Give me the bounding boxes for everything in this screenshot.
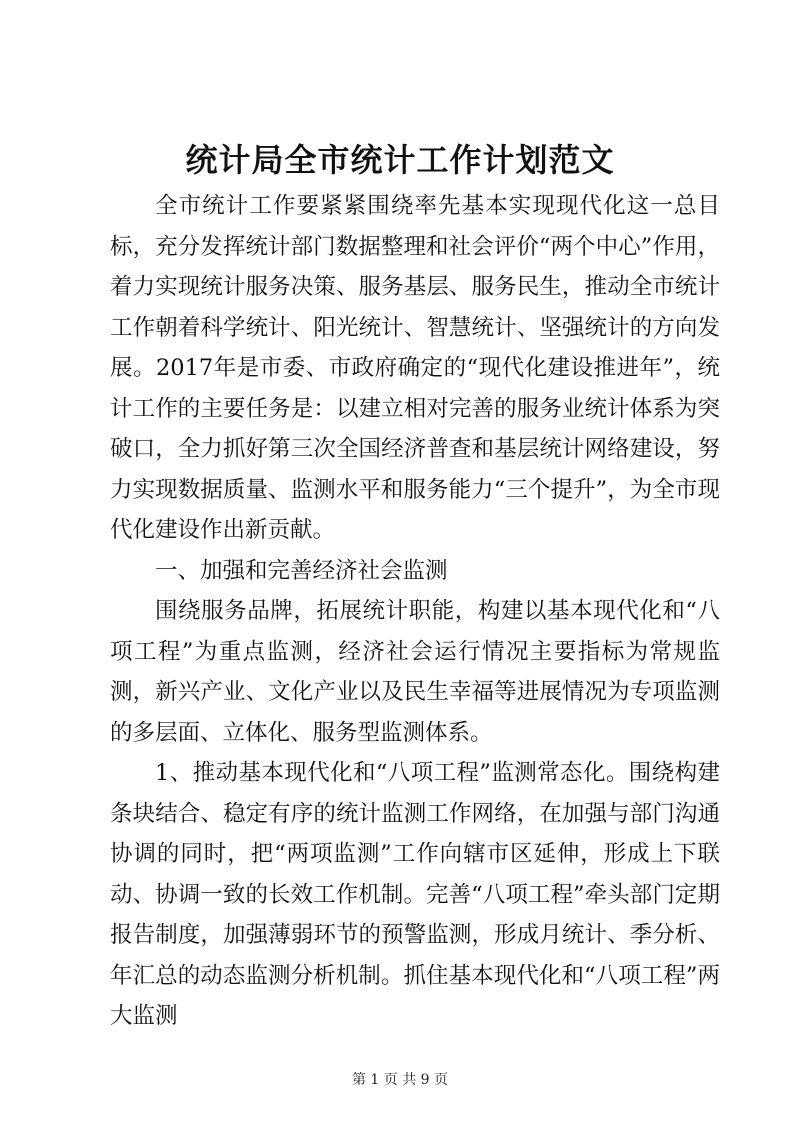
paragraph-section-1: 围绕服务品牌，拓展统计职能，构建以基本现代化和“八项工程”为重点监测，经济社会运行情况主要指标为常规监测，新兴产业、文化产业以及民生幸福等进展情况为专项监测的多层面、立体化、服务型监测体系。 — [110, 598, 720, 746]
page-number-footer: 第 1 页 共 9 页 — [351, 1072, 449, 1088]
section-heading-1: 一、加强和完善经济社会监测 — [155, 557, 448, 584]
document-title: 统计局全市统计工作计划范文 — [185, 141, 615, 179]
paragraph-intro: 全市统计工作要紧紧围绕率先基本实现现代化这一总目标，充分发挥统计部门数据整理和社会评价“两个中心”作用，着力实现统计服务决策、服务基层、服务民生，推动全市统计工作朝着科学统计、阳光统计、智慧统计、坚强统计的方向发展。2017年是市委、市政府确定的“现代化建设推进年”，统计工作的主要任务是：以建立相对完善的服务业统计体系为突破口，全力抓好第三次全国经济普查和基层统计网络建设，努力实现数据质量、监测水平和服务能力“三个提升”，为全市现代化建设作出新贡献。 — [110, 193, 720, 543]
paragraph-item-1: 1、推动基本现代化和“八项工程”监测常态化。围绕构建条块结合、稳定有序的统计监测工作网络，在加强与部门沟通协调的同时，把“两项监测”工作向辖市区延伸，形成上下联动、协调一致的长效工作机制。完善“八项工程”牵头部门定期报告制度，加强薄弱环节的预警监测，形成月统计、季分析、年汇总的动态监测分析机制。抓住基本现代化和“八项工程”两大监测 — [110, 760, 720, 1029]
document-body — [110, 186, 720, 1037]
